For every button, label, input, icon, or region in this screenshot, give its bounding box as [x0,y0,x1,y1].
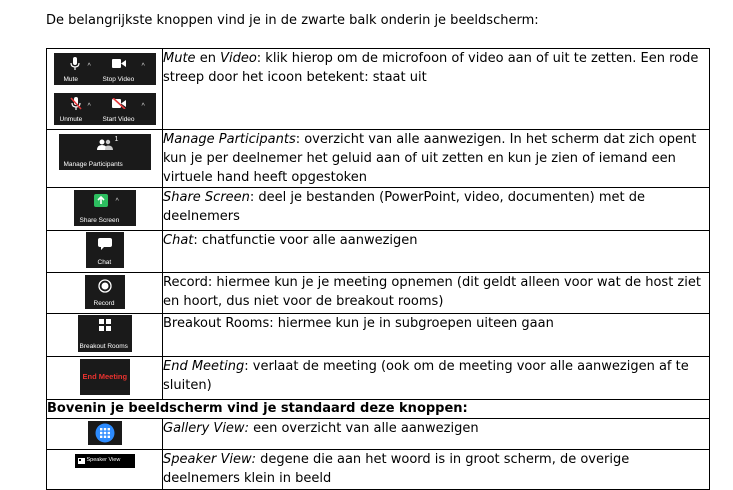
unmute-startvideo-bar [54,93,156,125]
video-camera-off-icon [112,98,127,109]
description-cell [163,188,710,231]
image-cell [47,419,163,450]
speaker-view-label: Speaker View [86,457,121,463]
mute-label: Mute [63,76,78,83]
chat-button [86,232,124,268]
stop-video-label: Stop Video [102,76,135,83]
image-cell [47,273,163,314]
separator-text: en [195,51,221,66]
section-header: Bovenin je beeldscherm vind je standaard deze knoppen: [47,400,710,419]
image-cell [47,49,163,130]
table-row [47,130,710,188]
table-row [47,450,710,490]
table-row [47,419,710,450]
term: Breakout Rooms [163,316,270,331]
start-video-label: Start Video [102,116,135,123]
image-cell [47,357,163,400]
image-cell [47,450,163,490]
breakout-rooms-icon [99,319,111,331]
end-meeting-button [80,359,130,395]
chevron-up-icon: ^ [141,63,145,70]
description-cell [163,273,710,314]
participants-button [59,134,151,170]
table-row [47,357,710,400]
description-cell [163,130,710,188]
microphone-icon [70,57,80,71]
record-icon [98,279,112,293]
chevron-up-icon: ^ [87,63,91,70]
description: een overzicht van alle aanwezigen [248,421,479,436]
chevron-up-icon: ^ [87,103,91,110]
description: : chatfunctie voor alle aanwezigen [193,233,418,248]
description: : overzicht van alle aanwezigen. In het scherm dat zich opent kun je per deelnemer het geluid aan of uit zetten en kun je zien of iemand een virtuele hand heeft opgestoken [163,132,697,185]
share-screen-icon [94,194,108,207]
video-camera-icon [112,59,126,68]
share-screen-button [74,190,136,226]
share-screen-label: Share Screen [79,217,120,224]
term: Chat [163,233,194,248]
term: Mute [163,51,196,66]
image-cell [47,130,163,188]
table-row [47,231,710,273]
description: : hiermee kun je je meeting opnemen (dit geldt alleen voor wat de host ziet en hoort, dus niet voor de breakout rooms) [163,275,701,309]
image-cell [47,188,163,231]
term: Gallery View: [163,421,249,436]
description: : klik hierop om de microfoon of video aan of uit te zetten. Een rode streep door het icoon betekent: staat uit [163,51,699,85]
term: Share Screen [163,190,250,205]
term: End Meeting [163,359,245,374]
chevron-up-icon: ^ [141,103,145,110]
description-cell [163,49,710,130]
table-row [47,273,710,314]
participant-count: 1 [114,136,119,143]
chat-icon [98,238,112,251]
description-cell [163,419,710,450]
table-row [47,49,710,130]
description-cell [163,357,710,400]
table-row [47,188,710,231]
mute-video-bar [54,53,156,85]
table-row [47,400,710,419]
gallery-grid-icon [95,423,115,443]
term: Record [163,275,208,290]
gallery-view-button [88,421,122,445]
table-row [47,314,710,357]
speaker-view-button [75,454,135,468]
term: Video [220,51,257,66]
description: degene die aan het woord is in groot scherm, de overige deelnemers klein in beeld [163,452,630,486]
description: : deel je bestanden (PowerPoint, video, documenten) met de deelnemers [163,190,645,224]
description-cell [163,314,710,357]
breakout-rooms-button [78,315,132,352]
term: Speaker View: [163,452,256,467]
speaker-view-icon [78,458,85,464]
chat-label: Chat [97,259,112,266]
buttons-table [46,48,710,490]
description: : hiermee kun je in subgroepen uiteen gaan [269,316,554,331]
intro-text: De belangrijkste knoppen vind je in de zwarte balk onderin je beeldscherm: [46,13,539,28]
microphone-muted-icon [70,97,82,111]
description: : verlaat de meeting (ook om de meeting voor alle aanwezigen af te sluiten) [163,359,689,393]
image-cell [47,231,163,273]
chevron-up-icon: ^ [115,198,119,205]
description-cell [163,231,710,273]
participants-icon [97,139,113,151]
record-label: Record [93,300,115,307]
image-cell [47,314,163,357]
unmute-label: Unmute [59,116,83,123]
description-cell [163,450,710,490]
manage-participants-label: Manage Participants [63,161,123,168]
breakout-rooms-label: Breakout Rooms [79,343,128,350]
end-meeting-label: End Meeting [82,372,128,381]
term: Manage Participants [163,132,296,147]
record-button [85,275,125,309]
